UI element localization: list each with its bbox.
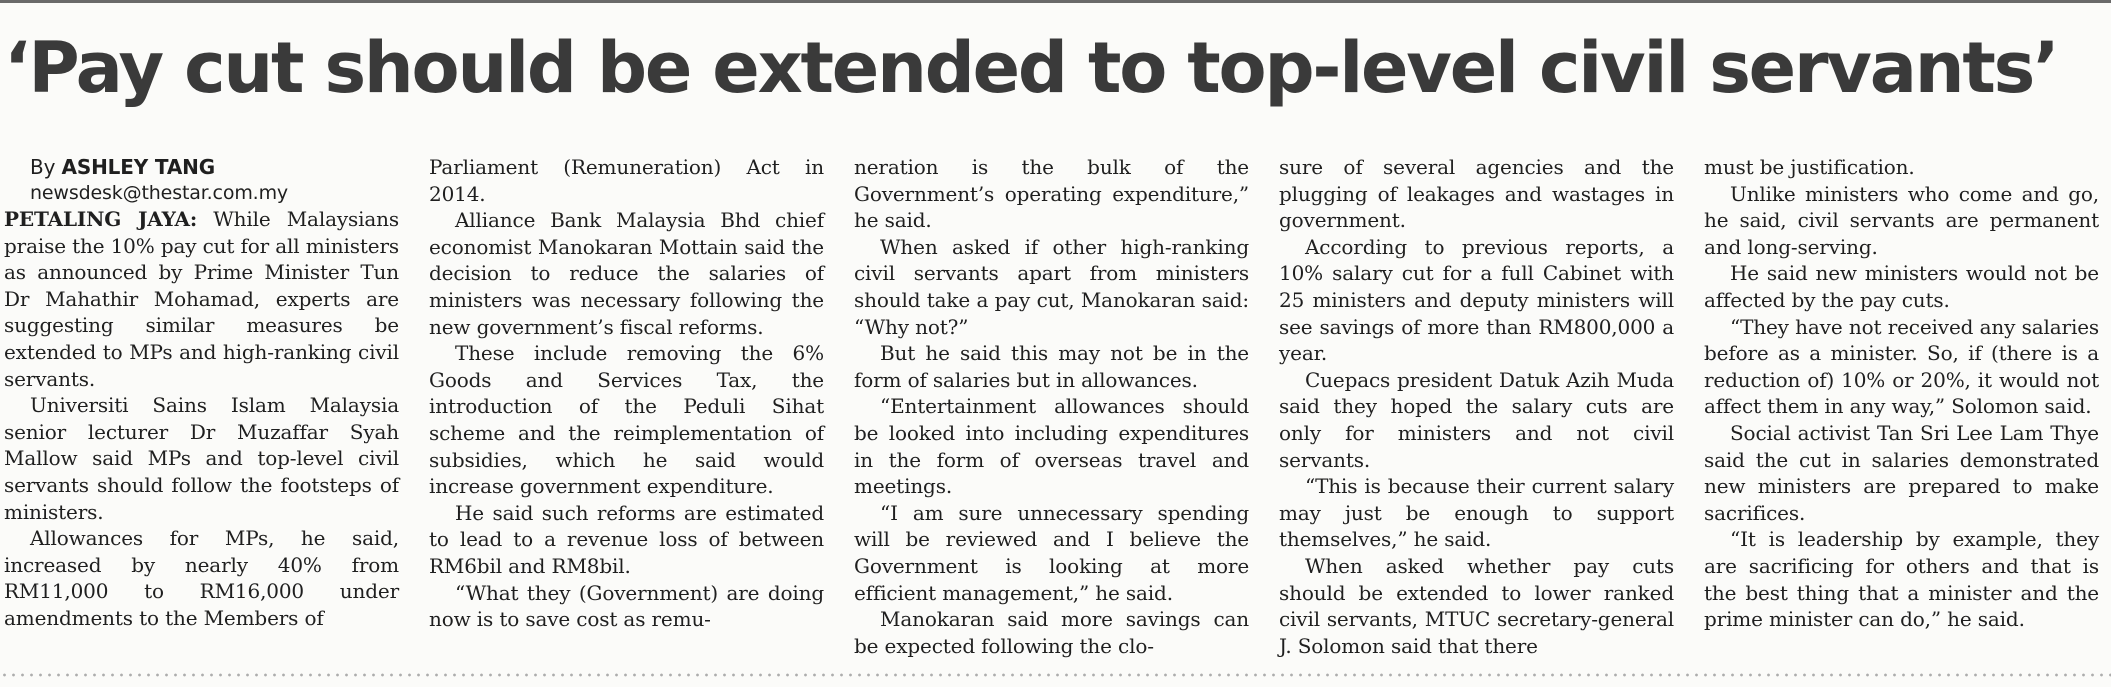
- paragraph: “This is because their current salary may just be enough to support themselves,” he said.: [1279, 474, 1674, 552]
- byline-email: newsdesk@thestar.com.my: [30, 182, 289, 204]
- column-5: [1704, 154, 2099, 633]
- paragraph-continued: sure of several agencies and the plugging of leakages and wastages in government.: [1279, 155, 1674, 233]
- paragraph-continued: neration is the bulk of the Government’s operating expenditure,” he said.: [854, 155, 1249, 233]
- headline: ‘Pay cut should be extended to top-level civil servants’: [4, 27, 2058, 109]
- column-2: [429, 154, 824, 633]
- paragraph: “What they (Government) are doing now is to save cost as remu-: [429, 580, 824, 632]
- column-3: [854, 154, 1249, 659]
- top-rule: [0, 0, 2111, 3]
- byline: [4, 154, 399, 180]
- column-1: [4, 154, 399, 632]
- paragraph: Cuepacs president Datuk Azih Muda said they hoped the salary cuts are only for ministers and not civil servants.: [1279, 367, 1674, 472]
- paragraph: Social activist Tan Sri Lee Lam Thye said the cut in salaries demonstrated new ministers are prepared to make sacrifices.: [1704, 420, 2099, 525]
- article-body: [4, 154, 2106, 656]
- byline-author: ASHLEY TANG: [61, 155, 216, 179]
- lead-paragraph: [4, 206, 399, 392]
- paragraph: But he said this may not be in the form of salaries but in allowances.: [854, 341, 1249, 392]
- column-4: [1279, 154, 1674, 659]
- paragraph: Allowances for MPs, he said, increased by nearly 40% from RM11,000 to RM16,000 under amendments to the Members of: [4, 526, 399, 630]
- dateline: PETALING JAYA:: [4, 207, 198, 231]
- paragraph-continued: Parliament (Remuneration) Act in 2014.: [429, 155, 824, 206]
- paragraph: “Entertainment allowances should be looked into including expenditures in the form of overseas travel and meetings.: [854, 394, 1249, 499]
- paragraph: When asked if other high-ranking civil servants apart from ministers should take a pay cut, Manokaran said: “Why not?”: [854, 234, 1249, 339]
- byline-prefix: By: [30, 155, 56, 179]
- paragraph: Manokaran said more savings can be expected following the clo-: [854, 607, 1249, 658]
- paragraph: “It is leadership by example, they are sacrificing for others and that is the best thing that a minister and the prime minister can do,” he said.: [1704, 527, 2099, 632]
- paragraph: “They have not received any salaries before as a minister. So, if (there is a reduction of) 10% or 20%, it would not affect them in any way,” Solomon said.: [1704, 314, 2099, 419]
- paragraph: These include removing the 6% Goods and Services Tax, the introduction of the Peduli Sihat scheme and the reimplementation of subsidies, which he said would increase government expenditure.: [429, 341, 824, 499]
- paragraph: Unlike ministers who come and go, he said, civil servants are permanent and long-serving.: [1704, 181, 2099, 259]
- paragraph: “I am sure unnecessary spending will be reviewed and I believe the Government is looking at more efficient management,” he said.: [854, 500, 1249, 605]
- lead-text: While Malaysians praise the 10% pay cut for all ministers as announced by Prime Minister Tun Dr Mahathir Mohamad, experts are suggesting similar measures be extended to MPs and high-ranking civil servants.: [4, 207, 399, 391]
- bottom-dotted-rule: [0, 672, 2111, 678]
- paragraph: He said such reforms are estimated to lead to a revenue loss of between RM6bil and RM8bil.: [429, 500, 824, 578]
- paragraph: When asked whether pay cuts should be extended to lower ranked civil servants, MTUC secretary-general J. Solomon said that there: [1279, 553, 1674, 658]
- paragraph: He said new ministers would not be affected by the pay cuts.: [1704, 261, 2099, 312]
- paragraph: Universiti Sains Islam Malaysia senior lecturer Dr Muzaffar Syah Mallow said MPs and top-level civil servants should follow the footsteps of ministers.: [4, 393, 399, 524]
- paragraph: Alliance Bank Malaysia Bhd chief economist Manokaran Mottain said the decision to reduce the salaries of ministers was necessary following the new government’s fiscal reforms.: [429, 208, 824, 339]
- paragraph-continued: must be justification.: [1704, 155, 1915, 179]
- paragraph: According to previous reports, a 10% salary cut for a full Cabinet with 25 ministers and deputy ministers will see savings of more than RM800,000 a year.: [1279, 234, 1674, 366]
